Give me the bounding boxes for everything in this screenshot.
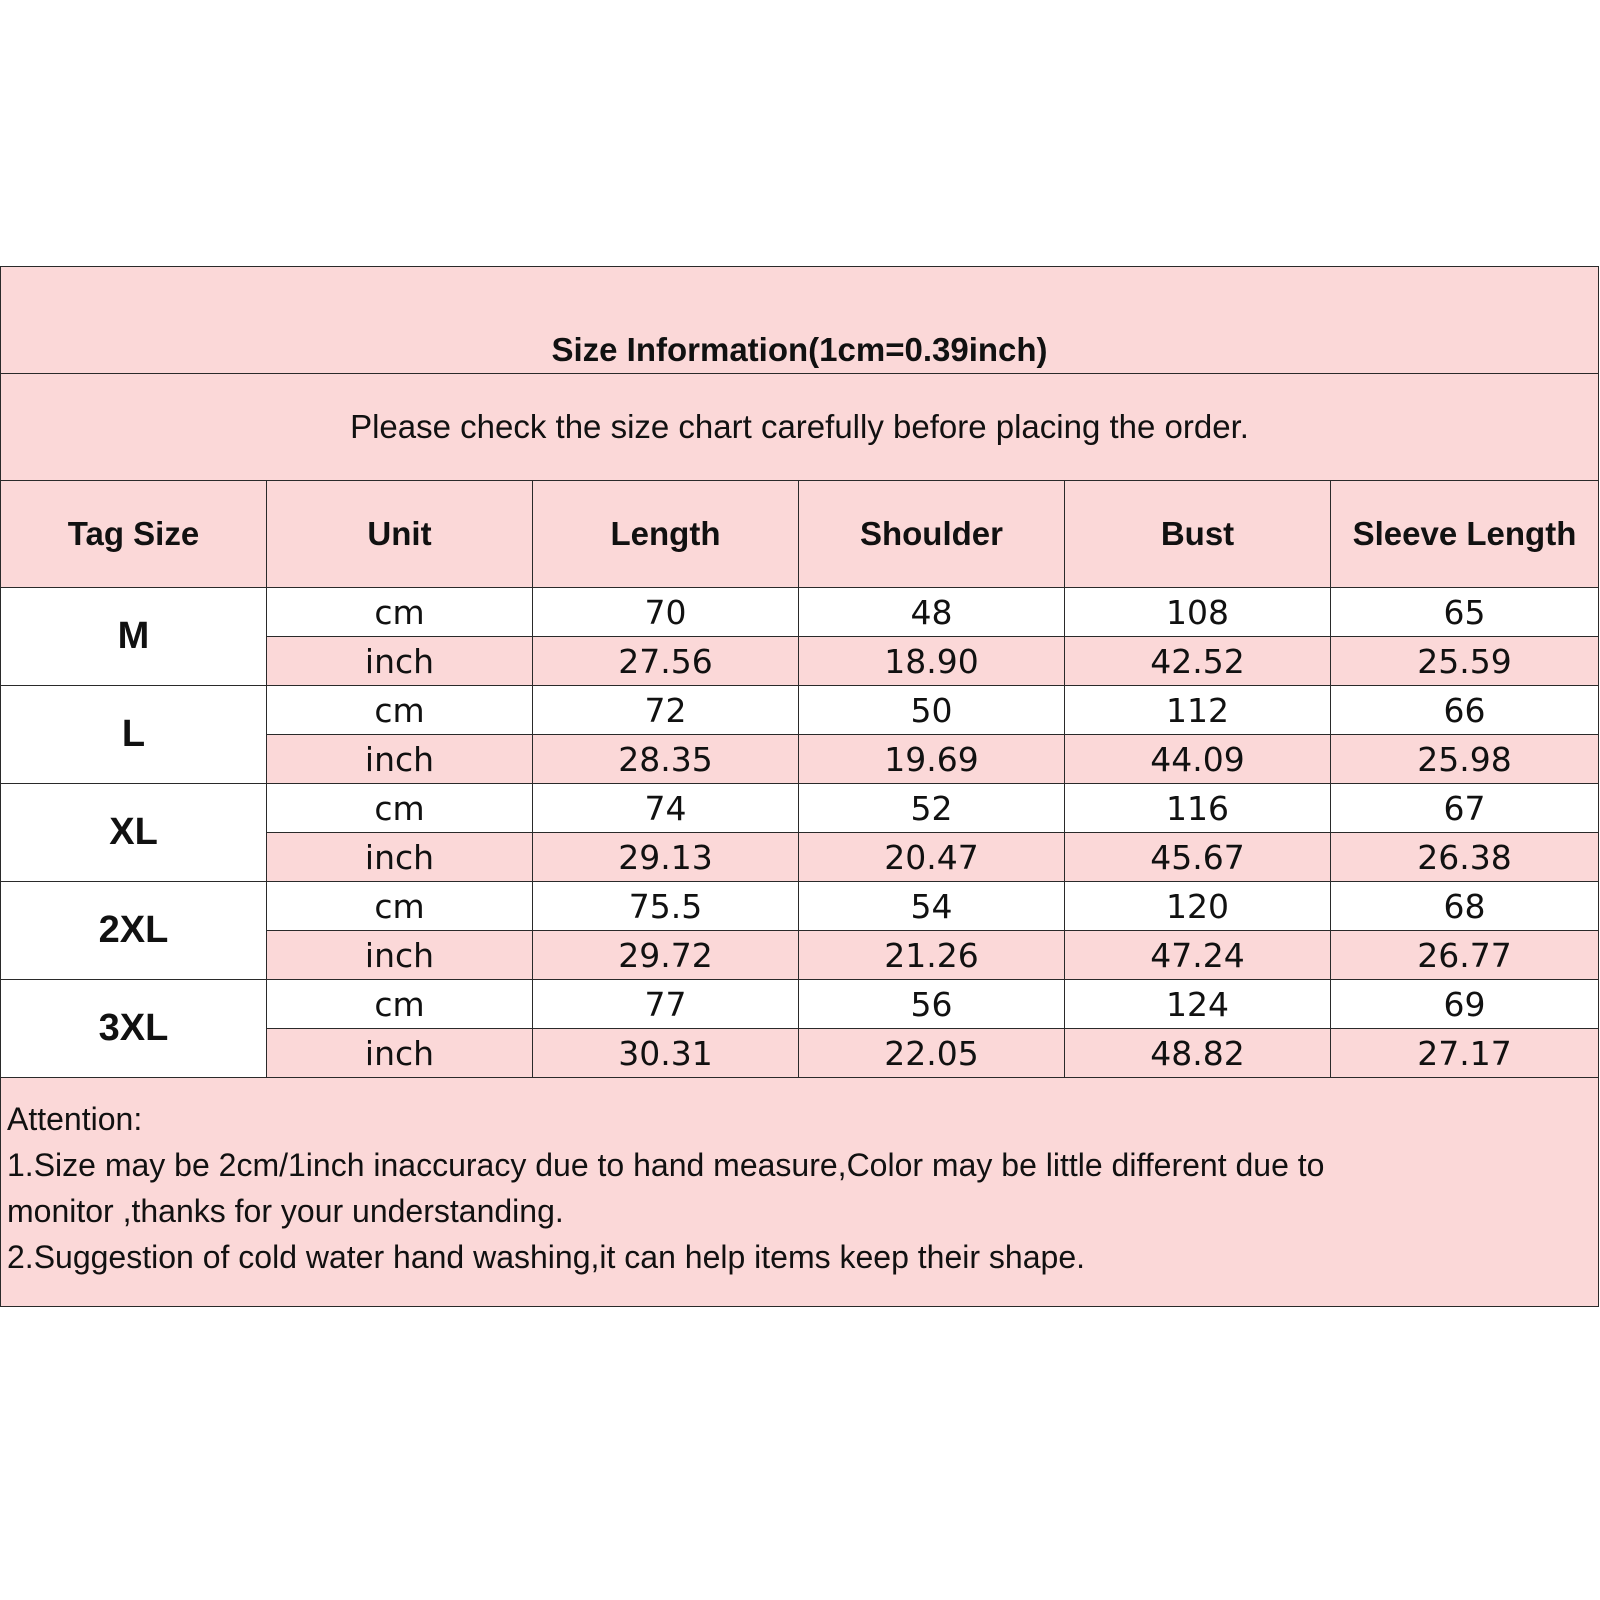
bust-cell: 124 bbox=[1065, 980, 1331, 1029]
length-cell: 27.56 bbox=[533, 637, 799, 686]
length-cell: 30.31 bbox=[533, 1029, 799, 1078]
header-row bbox=[1, 481, 1599, 588]
notes-line-2: 2.Suggestion of cold water hand washing,it can help items keep their shape. bbox=[7, 1239, 1085, 1275]
tag-size-cell: M bbox=[1, 588, 267, 686]
bust-cell: 112 bbox=[1065, 686, 1331, 735]
bust-cell: 45.67 bbox=[1065, 833, 1331, 882]
sleeve-cell: 69 bbox=[1331, 980, 1599, 1029]
unit-cell: cm bbox=[267, 980, 533, 1029]
attention-notes bbox=[1, 1078, 1599, 1307]
size-chart-table bbox=[0, 266, 1599, 1307]
notes-heading: Attention: bbox=[7, 1101, 143, 1137]
bust-cell: 42.52 bbox=[1065, 637, 1331, 686]
table-row bbox=[1, 882, 1599, 931]
chart-subtitle: Please check the size chart carefully before placing the order. bbox=[1, 374, 1599, 481]
bust-cell: 116 bbox=[1065, 784, 1331, 833]
unit-cell: cm bbox=[267, 882, 533, 931]
length-cell: 29.13 bbox=[533, 833, 799, 882]
bust-cell: 44.09 bbox=[1065, 735, 1331, 784]
unit-cell: cm bbox=[267, 588, 533, 637]
shoulder-cell: 18.90 bbox=[799, 637, 1065, 686]
tag-size-cell: 3XL bbox=[1, 980, 267, 1078]
notes-line-1a: 1.Size may be 2cm/1inch inaccuracy due to hand measure,Color may be little different due to bbox=[7, 1147, 1325, 1183]
unit-cell: inch bbox=[267, 833, 533, 882]
length-cell: 74 bbox=[533, 784, 799, 833]
shoulder-cell: 56 bbox=[799, 980, 1065, 1029]
unit-cell: cm bbox=[267, 686, 533, 735]
shoulder-cell: 19.69 bbox=[799, 735, 1065, 784]
header-shoulder: Shoulder bbox=[799, 481, 1065, 588]
tag-size-cell: 2XL bbox=[1, 882, 267, 980]
header-unit: Unit bbox=[267, 481, 533, 588]
bust-cell: 108 bbox=[1065, 588, 1331, 637]
length-cell: 75.5 bbox=[533, 882, 799, 931]
sleeve-cell: 25.98 bbox=[1331, 735, 1599, 784]
shoulder-cell: 22.05 bbox=[799, 1029, 1065, 1078]
length-cell: 29.72 bbox=[533, 931, 799, 980]
shoulder-cell: 48 bbox=[799, 588, 1065, 637]
shoulder-cell: 54 bbox=[799, 882, 1065, 931]
table-row bbox=[1, 784, 1599, 833]
notes-line-1b: monitor ,thanks for your understanding. bbox=[7, 1193, 564, 1229]
table-row bbox=[1, 588, 1599, 637]
unit-cell: inch bbox=[267, 931, 533, 980]
chart-title: Size Information(1cm=0.39inch) bbox=[1, 267, 1599, 374]
sleeve-cell: 66 bbox=[1331, 686, 1599, 735]
length-cell: 28.35 bbox=[533, 735, 799, 784]
bust-cell: 47.24 bbox=[1065, 931, 1331, 980]
header-length: Length bbox=[533, 481, 799, 588]
sleeve-cell: 65 bbox=[1331, 588, 1599, 637]
shoulder-cell: 20.47 bbox=[799, 833, 1065, 882]
sleeve-cell: 68 bbox=[1331, 882, 1599, 931]
unit-cell: inch bbox=[267, 637, 533, 686]
shoulder-cell: 21.26 bbox=[799, 931, 1065, 980]
sleeve-cell: 26.77 bbox=[1331, 931, 1599, 980]
shoulder-cell: 52 bbox=[799, 784, 1065, 833]
table-row bbox=[1, 686, 1599, 735]
header-sleeve-length: Sleeve Length bbox=[1331, 481, 1599, 588]
sleeve-cell: 67 bbox=[1331, 784, 1599, 833]
sleeve-cell: 25.59 bbox=[1331, 637, 1599, 686]
tag-size-cell: L bbox=[1, 686, 267, 784]
header-tag-size: Tag Size bbox=[1, 481, 267, 588]
unit-cell: cm bbox=[267, 784, 533, 833]
shoulder-cell: 50 bbox=[799, 686, 1065, 735]
length-cell: 70 bbox=[533, 588, 799, 637]
length-cell: 77 bbox=[533, 980, 799, 1029]
table-row bbox=[1, 980, 1599, 1029]
length-cell: 72 bbox=[533, 686, 799, 735]
sleeve-cell: 26.38 bbox=[1331, 833, 1599, 882]
unit-cell: inch bbox=[267, 1029, 533, 1078]
header-bust: Bust bbox=[1065, 481, 1331, 588]
bust-cell: 48.82 bbox=[1065, 1029, 1331, 1078]
unit-cell: inch bbox=[267, 735, 533, 784]
bust-cell: 120 bbox=[1065, 882, 1331, 931]
sleeve-cell: 27.17 bbox=[1331, 1029, 1599, 1078]
tag-size-cell: XL bbox=[1, 784, 267, 882]
